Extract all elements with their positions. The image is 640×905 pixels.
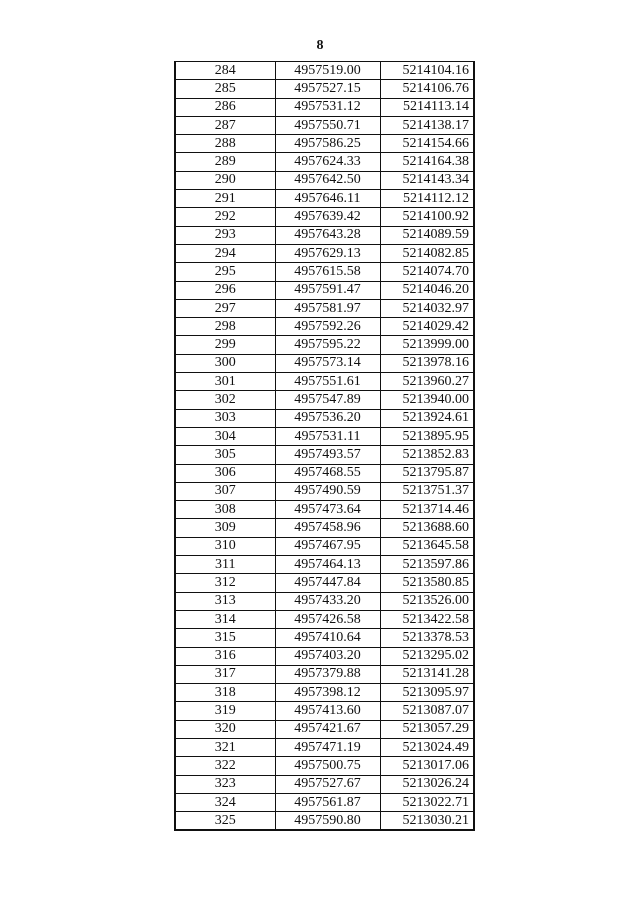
table-row: [175, 153, 474, 171]
y-coordinate-cell: 5214074.70: [380, 263, 474, 281]
point-number-cell: 321: [175, 738, 275, 756]
table-row: [175, 629, 474, 647]
x-coordinate-cell: 4957467.95: [275, 537, 380, 555]
table-row: [175, 336, 474, 354]
point-number-cell: 315: [175, 629, 275, 647]
point-number-cell: 324: [175, 793, 275, 811]
point-number-cell: 316: [175, 647, 275, 665]
table-row: [175, 171, 474, 189]
x-coordinate-cell: 4957531.12: [275, 98, 380, 116]
y-coordinate-cell: 5214164.38: [380, 153, 474, 171]
point-number-cell: 301: [175, 373, 275, 391]
x-coordinate-cell: 4957639.42: [275, 208, 380, 226]
y-coordinate-cell: 5213030.21: [380, 812, 474, 831]
table-row: [175, 519, 474, 537]
y-coordinate-cell: 5214082.85: [380, 244, 474, 262]
x-coordinate-cell: 4957398.12: [275, 684, 380, 702]
x-coordinate-cell: 4957550.71: [275, 116, 380, 134]
table-row: [175, 190, 474, 208]
x-coordinate-cell: 4957433.20: [275, 592, 380, 610]
table-row: [175, 226, 474, 244]
point-number-cell: 296: [175, 281, 275, 299]
x-coordinate-cell: 4957581.97: [275, 299, 380, 317]
x-coordinate-cell: 4957551.61: [275, 373, 380, 391]
x-coordinate-cell: 4957590.80: [275, 812, 380, 831]
y-coordinate-cell: 5213024.49: [380, 738, 474, 756]
y-coordinate-cell: 5213852.83: [380, 446, 474, 464]
table-row: [175, 482, 474, 500]
x-coordinate-cell: 4957595.22: [275, 336, 380, 354]
table-row: [175, 556, 474, 574]
point-number-cell: 297: [175, 299, 275, 317]
point-number-cell: 320: [175, 720, 275, 738]
point-number-cell: 306: [175, 464, 275, 482]
x-coordinate-cell: 4957379.88: [275, 665, 380, 683]
y-coordinate-cell: 5213095.97: [380, 684, 474, 702]
y-coordinate-cell: 5213141.28: [380, 665, 474, 683]
point-number-cell: 308: [175, 501, 275, 519]
point-number-cell: 304: [175, 427, 275, 445]
table-row: [175, 464, 474, 482]
table-row: [175, 116, 474, 134]
y-coordinate-cell: 5214032.97: [380, 299, 474, 317]
y-coordinate-cell: 5213795.87: [380, 464, 474, 482]
point-number-cell: 288: [175, 135, 275, 153]
y-coordinate-cell: 5213597.86: [380, 556, 474, 574]
x-coordinate-cell: 4957471.19: [275, 738, 380, 756]
x-coordinate-cell: 4957490.59: [275, 482, 380, 500]
point-number-cell: 310: [175, 537, 275, 555]
point-number-cell: 292: [175, 208, 275, 226]
table-row: [175, 299, 474, 317]
y-coordinate-cell: 5213422.58: [380, 610, 474, 628]
y-coordinate-cell: 5214046.20: [380, 281, 474, 299]
x-coordinate-cell: 4957493.57: [275, 446, 380, 464]
point-number-cell: 318: [175, 684, 275, 702]
x-coordinate-cell: 4957561.87: [275, 793, 380, 811]
point-number-cell: 300: [175, 354, 275, 372]
table-row: [175, 684, 474, 702]
table-row: [175, 391, 474, 409]
y-coordinate-cell: 5213295.02: [380, 647, 474, 665]
x-coordinate-cell: 4957458.96: [275, 519, 380, 537]
table-row: [175, 720, 474, 738]
x-coordinate-cell: 4957464.13: [275, 556, 380, 574]
y-coordinate-cell: 5213940.00: [380, 391, 474, 409]
x-coordinate-cell: 4957519.00: [275, 62, 380, 80]
table-row: [175, 775, 474, 793]
x-coordinate-cell: 4957646.11: [275, 190, 380, 208]
y-coordinate-cell: 5213022.71: [380, 793, 474, 811]
table-row: [175, 592, 474, 610]
coordinates-table-body: [175, 62, 474, 831]
table-row: [175, 80, 474, 98]
y-coordinate-cell: 5213057.29: [380, 720, 474, 738]
point-number-cell: 302: [175, 391, 275, 409]
y-coordinate-cell: 5214104.16: [380, 62, 474, 80]
page-number: 8: [316, 38, 324, 53]
y-coordinate-cell: 5213978.16: [380, 354, 474, 372]
x-coordinate-cell: 4957473.64: [275, 501, 380, 519]
table-row: [175, 354, 474, 372]
y-coordinate-cell: 5214089.59: [380, 226, 474, 244]
point-number-cell: 317: [175, 665, 275, 683]
coordinates-table: [174, 61, 475, 831]
y-coordinate-cell: 5213999.00: [380, 336, 474, 354]
point-number-cell: 293: [175, 226, 275, 244]
table-row: [175, 446, 474, 464]
y-coordinate-cell: 5213378.53: [380, 629, 474, 647]
table-row: [175, 647, 474, 665]
x-coordinate-cell: 4957447.84: [275, 574, 380, 592]
y-coordinate-cell: 5214112.12: [380, 190, 474, 208]
table-row: [175, 738, 474, 756]
x-coordinate-cell: 4957531.11: [275, 427, 380, 445]
x-coordinate-cell: 4957403.20: [275, 647, 380, 665]
y-coordinate-cell: 5213526.00: [380, 592, 474, 610]
table-row: [175, 793, 474, 811]
x-coordinate-cell: 4957426.58: [275, 610, 380, 628]
y-coordinate-cell: 5214138.17: [380, 116, 474, 134]
x-coordinate-cell: 4957586.25: [275, 135, 380, 153]
x-coordinate-cell: 4957615.58: [275, 263, 380, 281]
y-coordinate-cell: 5214113.14: [380, 98, 474, 116]
table-row: [175, 574, 474, 592]
x-coordinate-cell: 4957643.28: [275, 226, 380, 244]
point-number-cell: 287: [175, 116, 275, 134]
table-row: [175, 757, 474, 775]
y-coordinate-cell: 5214106.76: [380, 80, 474, 98]
x-coordinate-cell: 4957547.89: [275, 391, 380, 409]
table-row: [175, 98, 474, 116]
x-coordinate-cell: 4957642.50: [275, 171, 380, 189]
y-coordinate-cell: 5214154.66: [380, 135, 474, 153]
x-coordinate-cell: 4957629.13: [275, 244, 380, 262]
table-row: [175, 135, 474, 153]
x-coordinate-cell: 4957591.47: [275, 281, 380, 299]
x-coordinate-cell: 4957410.64: [275, 629, 380, 647]
table-row: [175, 610, 474, 628]
table-row: [175, 373, 474, 391]
point-number-cell: 313: [175, 592, 275, 610]
point-number-cell: 311: [175, 556, 275, 574]
y-coordinate-cell: 5213087.07: [380, 702, 474, 720]
point-number-cell: 294: [175, 244, 275, 262]
table-row: [175, 281, 474, 299]
table-row: [175, 427, 474, 445]
table-row: [175, 501, 474, 519]
point-number-cell: 307: [175, 482, 275, 500]
x-coordinate-cell: 4957413.60: [275, 702, 380, 720]
point-number-cell: 290: [175, 171, 275, 189]
x-coordinate-cell: 4957527.15: [275, 80, 380, 98]
y-coordinate-cell: 5214143.34: [380, 171, 474, 189]
table-row: [175, 244, 474, 262]
y-coordinate-cell: 5214029.42: [380, 318, 474, 336]
y-coordinate-cell: 5213924.61: [380, 409, 474, 427]
y-coordinate-cell: 5213895.95: [380, 427, 474, 445]
table-row: [175, 263, 474, 281]
point-number-cell: 286: [175, 98, 275, 116]
point-number-cell: 289: [175, 153, 275, 171]
x-coordinate-cell: 4957421.67: [275, 720, 380, 738]
point-number-cell: 295: [175, 263, 275, 281]
y-coordinate-cell: 5213751.37: [380, 482, 474, 500]
point-number-cell: 309: [175, 519, 275, 537]
x-coordinate-cell: 4957536.20: [275, 409, 380, 427]
point-number-cell: 291: [175, 190, 275, 208]
point-number-cell: 299: [175, 336, 275, 354]
x-coordinate-cell: 4957468.55: [275, 464, 380, 482]
y-coordinate-cell: 5213017.06: [380, 757, 474, 775]
y-coordinate-cell: 5214100.92: [380, 208, 474, 226]
point-number-cell: 284: [175, 62, 275, 80]
x-coordinate-cell: 4957592.26: [275, 318, 380, 336]
point-number-cell: 305: [175, 446, 275, 464]
y-coordinate-cell: 5213714.46: [380, 501, 474, 519]
point-number-cell: 325: [175, 812, 275, 831]
y-coordinate-cell: 5213645.58: [380, 537, 474, 555]
y-coordinate-cell: 5213580.85: [380, 574, 474, 592]
table-row: [175, 409, 474, 427]
table-row: [175, 812, 474, 831]
x-coordinate-cell: 4957624.33: [275, 153, 380, 171]
point-number-cell: 303: [175, 409, 275, 427]
point-number-cell: 323: [175, 775, 275, 793]
table-row: [175, 702, 474, 720]
x-coordinate-cell: 4957573.14: [275, 354, 380, 372]
point-number-cell: 322: [175, 757, 275, 775]
table-row: [175, 318, 474, 336]
x-coordinate-cell: 4957527.67: [275, 775, 380, 793]
table-row: [175, 665, 474, 683]
point-number-cell: 319: [175, 702, 275, 720]
y-coordinate-cell: 5213688.60: [380, 519, 474, 537]
table-row: [175, 62, 474, 80]
point-number-cell: 314: [175, 610, 275, 628]
y-coordinate-cell: 5213960.27: [380, 373, 474, 391]
point-number-cell: 285: [175, 80, 275, 98]
table-row: [175, 208, 474, 226]
x-coordinate-cell: 4957500.75: [275, 757, 380, 775]
table-row: [175, 537, 474, 555]
y-coordinate-cell: 5213026.24: [380, 775, 474, 793]
point-number-cell: 298: [175, 318, 275, 336]
point-number-cell: 312: [175, 574, 275, 592]
